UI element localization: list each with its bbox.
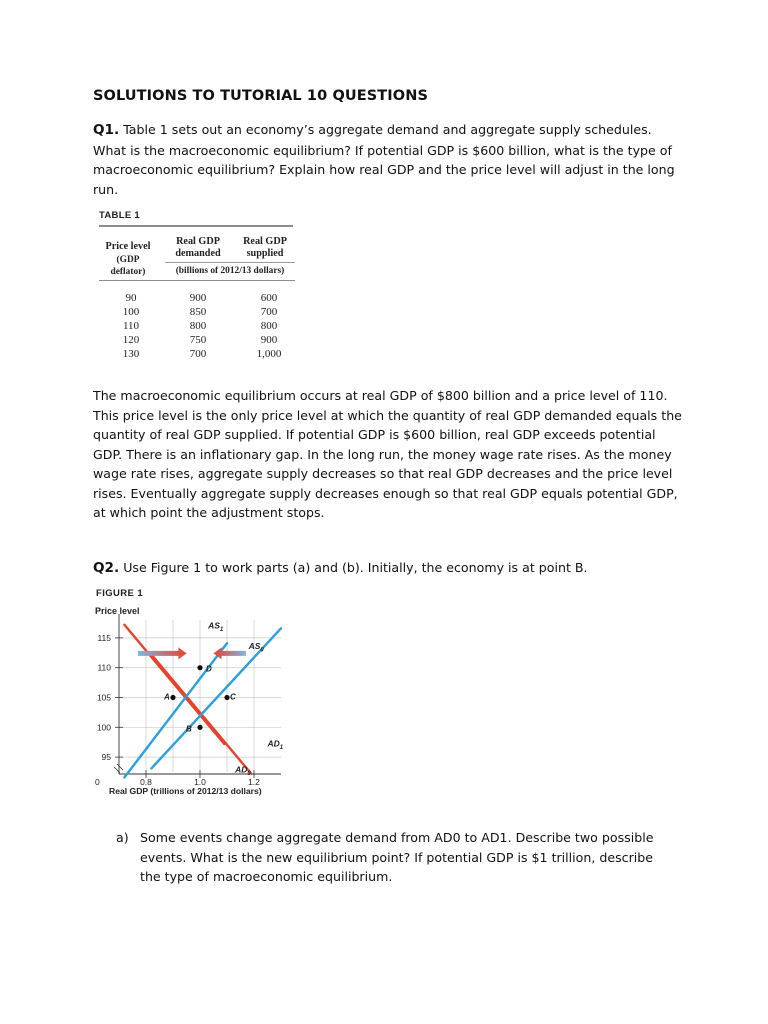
question-1-text: Table 1 sets out an economy’s aggregate demand and aggregate supply schedules. What is the macroeconomic equilibrium? If potential GDP is $600 billion, what is the type of macroeconomic equilibrium? Explain how real GDP and the price level will adjust in the long run. (93, 122, 675, 197)
table-1 (99, 210, 293, 360)
table-row (99, 348, 293, 362)
table-header-price-level: Price level (105, 241, 151, 252)
y-tick-label: 105 (96, 692, 111, 703)
table-header-rule (165, 262, 295, 263)
y-tick-label: 95 (101, 752, 111, 763)
figure-caption: FIGURE 1 (96, 588, 144, 599)
table-caption: TABLE 1 (99, 210, 140, 221)
point-label-d: D (206, 664, 212, 674)
question-2-label: Q2. (93, 560, 120, 576)
table-cell: 600 (260, 292, 278, 304)
question-1 (93, 120, 683, 199)
y-tick-label: 100 (96, 722, 111, 733)
curve-label-ad1: $AD_1$ (267, 738, 284, 751)
question-2a-label: a) (116, 830, 129, 845)
table-header-real-gdp-supplied-2: supplied (246, 248, 284, 259)
table-row (99, 292, 293, 306)
x-tick-label: 0.8 (140, 777, 152, 787)
curve-label-as0: $AS_0$ (248, 641, 264, 654)
curve-label-as1: $AS_1$ (208, 620, 224, 633)
curve-as1 (124, 625, 224, 744)
x-origin-label: 0 (95, 777, 100, 787)
shift-arrow-left-icon (214, 647, 246, 659)
table-cell: 1,000 (256, 348, 282, 360)
figure-x-axis-label: Real GDP (trillions of 2012/13 dollars) (109, 786, 262, 796)
table-header-real-gdp-supplied-1: Real GDP (243, 236, 287, 247)
table-cell: 850 (189, 306, 207, 318)
figure-y-axis-label: Price level (95, 606, 140, 616)
question-1-label: Q1. (93, 122, 120, 138)
table-header-gdp: (GDP (116, 255, 140, 265)
table-cell: 120 (122, 334, 140, 346)
page-title: SOLUTIONS TO TUTORIAL 10 QUESTIONS (93, 88, 428, 104)
question-2-text: Use Figure 1 to work parts (a) and (b). Initially, the economy is at point B. (119, 560, 588, 575)
table-row (99, 334, 293, 348)
figure-1-chart (93, 586, 303, 814)
point-label-c: C (230, 692, 236, 702)
equilibrium-point-c (224, 695, 229, 700)
table-cell: 130 (122, 348, 140, 360)
x-tick-label: 1.0 (194, 777, 206, 787)
table-cell: 800 (189, 320, 207, 332)
question-2a (116, 828, 676, 887)
table-cell: 900 (260, 334, 278, 346)
equilibrium-point-a (170, 695, 175, 700)
y-tick-label: 115 (97, 632, 111, 643)
table-cell: 110 (122, 320, 140, 332)
table-row (99, 320, 293, 334)
question-2a-text: Some events change aggregate demand from AD0 to AD1. Describe two possible events. What is the new equilibrium point? If potential GDP is $1 trillion, describe the type of macroeconomic equilibrium. (140, 830, 654, 884)
table-cell: 100 (122, 306, 140, 318)
equilibrium-point-b (197, 725, 202, 730)
y-tick-label: 110 (97, 662, 111, 673)
table-cell: 900 (189, 292, 207, 304)
point-label-b: B (186, 724, 192, 734)
x-tick-label: 1.2 (248, 777, 260, 787)
table-unit-header: (billions of 2012/13 dollars) (175, 266, 285, 276)
table-cell: 800 (260, 320, 278, 332)
answer-1: The macroeconomic equilibrium occurs at real GDP of $800 billion and a price level of 110. This price level is the only price level at which the quantity of real GDP demanded equals the quantity of real GDP supplied. If potential GDP is $600 billion, real GDP exceeds potential GDP. There is an inflationary gap. In the long run, the money wage rate rises. As the money wage rate rises, aggregate supply decreases so that real GDP decreases and the price level rises. Eventually aggregate supply decreases enough so that real GDP equals potential GDP, at which point the adjustment stops. (93, 388, 682, 520)
table-header-bottom-rule (99, 280, 295, 281)
equilibrium-point-d (197, 665, 202, 670)
table-top-rule (99, 225, 293, 227)
table-cell: 750 (189, 334, 207, 346)
table-cell: 700 (260, 306, 278, 318)
table-header-real-gdp-demanded-1: Real GDP (176, 236, 220, 247)
curve-label-ad0: $AD_0$ (235, 764, 251, 778)
table-header-deflator: deflator) (110, 267, 146, 277)
axis-break-icon (114, 764, 123, 773)
table-cell: 90 (125, 292, 137, 304)
question-2 (93, 558, 683, 579)
figure-1 (93, 586, 303, 814)
point-label-a: A (164, 692, 170, 702)
table-row (99, 306, 293, 320)
table-header-real-gdp-demanded-2: demanded (175, 248, 221, 259)
table-cell: 700 (189, 348, 207, 360)
